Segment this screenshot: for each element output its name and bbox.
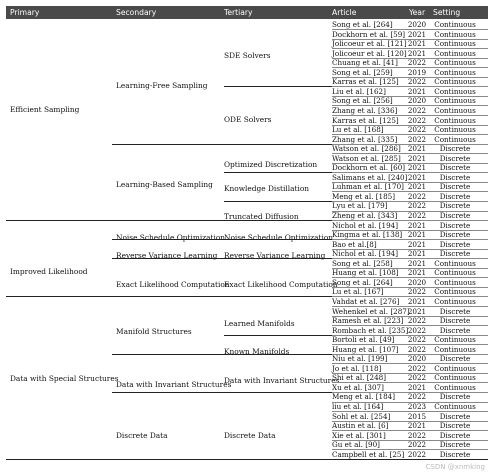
article-cell: Song et al. [264] <box>332 277 393 287</box>
year-cell: 2022 <box>407 287 427 297</box>
year-cell: 2023 <box>407 402 427 411</box>
year-cell: 2021 <box>407 230 427 240</box>
article-divider <box>332 201 488 202</box>
setting-cell: Continuous <box>434 96 476 106</box>
article-divider <box>332 258 488 259</box>
table-header <box>6 6 488 19</box>
article-divider <box>332 449 488 450</box>
setting-cell: Discrete <box>439 220 471 230</box>
year-cell: 2020 <box>407 277 427 287</box>
article-cell: Vahdat et al. [276] <box>332 296 400 306</box>
article-divider <box>332 402 488 403</box>
article-divider <box>332 172 488 173</box>
article-cell: Nichol et al. [194] <box>332 220 399 230</box>
secondary-learning-based: Learning-Based Sampling <box>116 180 213 189</box>
year-cell: 2020 <box>407 20 427 29</box>
article-cell: Jolicoeur et al. [121] <box>332 39 407 49</box>
setting-cell: Continuous <box>434 29 476 39</box>
article-cell: Huang et al. [107] <box>332 344 399 354</box>
year-cell: 2021 <box>407 163 427 173</box>
setting-cell: Continuous <box>434 20 476 29</box>
col-tertiary: Tertiary <box>224 8 253 17</box>
year-cell: 2021 <box>407 296 427 306</box>
article-divider <box>332 144 488 145</box>
article-divider <box>332 430 488 431</box>
year-cell: 2022 <box>407 211 427 220</box>
article-cell: Song et al. [256] <box>332 96 393 106</box>
article-divider <box>332 306 488 307</box>
col-year: Year <box>409 8 426 17</box>
secondary-invariant: Data with Invariant Structures <box>116 380 232 389</box>
setting-cell: Continuous <box>434 125 476 135</box>
col-secondary: Secondary <box>116 8 157 17</box>
col-article: Article <box>332 8 357 17</box>
tertiary-knowledge-distillation: Knowledge Distillation <box>224 184 310 193</box>
article-cell: Campbell et al. [25] <box>332 449 405 459</box>
article-divider <box>332 296 488 297</box>
year-cell: 2015 <box>407 411 427 421</box>
article-cell: Zhang et al. [336] <box>332 105 398 115</box>
article-cell: Chuang et al. [41] <box>332 58 398 68</box>
setting-cell: Continuous <box>434 277 476 287</box>
year-cell: 2021 <box>407 182 427 192</box>
setting-cell: Continuous <box>434 67 476 77</box>
article-cell: Bao et al.[8] <box>332 239 377 249</box>
setting-cell: Discrete <box>439 449 471 459</box>
article-divider <box>332 182 488 183</box>
article-cell: Meng et al. [184] <box>332 392 396 402</box>
year-cell: 2021 <box>407 48 427 58</box>
year-cell: 2021 <box>407 39 427 49</box>
article-divider <box>332 230 488 231</box>
tertiary-sde-solvers: SDE Solvers <box>224 51 271 60</box>
article-cell: Watson et al. [286] <box>332 144 401 154</box>
article-cell: Bortoli et al. [49] <box>332 335 395 345</box>
tertiary-optimized-discretization: Optimized Discretization <box>224 160 318 169</box>
setting-cell: Continuous <box>434 344 476 354</box>
setting-cell: Discrete <box>439 144 471 154</box>
primary-special-structures: Data with Special Structures <box>10 374 119 383</box>
setting-cell: Continuous <box>434 58 476 68</box>
year-cell: 2021 <box>407 239 427 249</box>
setting-cell: Continuous <box>434 134 476 144</box>
year-cell: 2022 <box>407 58 427 68</box>
setting-cell: Discrete <box>439 153 471 163</box>
year-cell: 2022 <box>407 449 427 459</box>
year-cell: 2022 <box>407 316 427 326</box>
year-cell: 2022 <box>407 430 427 440</box>
article-divider <box>332 344 488 345</box>
secondary-reverse-variance: Reverse Variance Learning <box>116 251 218 260</box>
setting-cell: Continuous <box>434 39 476 49</box>
article-divider <box>332 39 488 40</box>
setting-cell: Continuous <box>434 296 476 306</box>
year-cell: 2021 <box>407 144 427 154</box>
year-cell: 2021 <box>407 258 427 268</box>
year-cell: 2021 <box>407 421 427 431</box>
setting-cell: Discrete <box>439 163 471 173</box>
article-divider <box>332 29 488 30</box>
year-cell: 2021 <box>407 172 427 182</box>
article-cell: Dockhorn et al. [60] <box>332 163 406 173</box>
setting-cell: Continuous <box>434 363 476 373</box>
setting-cell: Continuous <box>434 382 476 392</box>
article-divider <box>332 316 488 317</box>
year-cell: 2020 <box>407 96 427 106</box>
article-divider <box>332 48 488 49</box>
article-divider <box>332 373 488 374</box>
primary-efficient-sampling: Efficient Sampling <box>10 105 80 114</box>
article-cell: Zheng et al. [343] <box>332 211 398 220</box>
article-cell: Xie et al. [301] <box>332 430 386 440</box>
article-cell: Rombach et al. [235] <box>332 325 409 335</box>
article-divider <box>332 58 488 59</box>
tertiary-reverse-variance: Reverse Variance Learning <box>224 251 326 260</box>
year-cell: 2021 <box>407 153 427 163</box>
article-cell: Lyu et al. [179] <box>332 201 388 211</box>
setting-cell: Discrete <box>439 172 471 182</box>
setting-cell: Continuous <box>434 77 476 87</box>
year-cell: 2022 <box>407 125 427 135</box>
article-cell: Lu et al. [167] <box>332 287 384 297</box>
year-cell: 2021 <box>407 220 427 230</box>
year-cell: 2021 <box>407 249 427 259</box>
setting-cell: Discrete <box>439 239 471 249</box>
setting-cell: Continuous <box>434 115 476 125</box>
year-cell: 2022 <box>407 77 427 87</box>
year-cell: 2022 <box>407 440 427 450</box>
tertiary-invariant: Data with Invariant Structures <box>224 376 340 385</box>
year-cell: 2021 <box>407 29 427 39</box>
article-divider <box>332 86 488 87</box>
article-cell: Liu et al. [162] <box>332 86 386 96</box>
article-divider <box>332 191 488 192</box>
col-primary: Primary <box>10 8 40 17</box>
col-setting: Setting <box>433 8 461 17</box>
setting-cell: Continuous <box>434 258 476 268</box>
setting-cell: Discrete <box>439 191 471 201</box>
article-cell: Zhang et al. [335] <box>332 134 398 144</box>
tertiary-known-manifolds: Known Manifolds <box>224 347 290 356</box>
article-cell: Gu et al. [90] <box>332 440 380 450</box>
article-cell: Xu et al. [307] <box>332 382 384 392</box>
year-cell: 2022 <box>407 373 427 383</box>
setting-cell: Discrete <box>439 430 471 440</box>
setting-cell: Discrete <box>439 392 471 402</box>
year-cell: 2022 <box>407 344 427 354</box>
year-cell: 2019 <box>407 67 427 77</box>
year-cell: 2022 <box>407 201 427 211</box>
article-cell: Luhman et al. [170] <box>332 182 404 192</box>
year-cell: 2021 <box>407 268 427 278</box>
article-cell: Karras et al. [125] <box>332 115 399 125</box>
setting-cell: Discrete <box>439 211 471 220</box>
article-divider <box>332 354 488 355</box>
article-cell: Salimans et al. [240] <box>332 172 408 182</box>
article-divider <box>332 220 488 221</box>
setting-cell: Discrete <box>439 421 471 431</box>
article-divider <box>332 335 488 336</box>
article-divider <box>332 363 488 364</box>
row-divider <box>6 459 488 460</box>
article-divider <box>332 67 488 68</box>
setting-cell: Continuous <box>434 48 476 58</box>
article-cell: Karras et al. [125] <box>332 77 399 87</box>
article-cell: Kingma et al. [138] <box>332 230 403 240</box>
article-cell: Jolicoeur et al. [120] <box>332 48 407 58</box>
setting-cell: Continuous <box>434 335 476 345</box>
article-divider <box>332 105 488 106</box>
tertiary-truncated-diffusion: Truncated Diffusion <box>224 212 299 221</box>
article-divider <box>332 421 488 422</box>
year-cell: 2020 <box>407 354 427 364</box>
article-divider <box>332 382 488 383</box>
setting-cell: Continuous <box>434 402 476 411</box>
setting-cell: Discrete <box>439 325 471 335</box>
setting-cell: Continuous <box>434 268 476 278</box>
setting-cell: Discrete <box>439 440 471 450</box>
year-cell: 2022 <box>407 335 427 345</box>
setting-cell: Discrete <box>439 201 471 211</box>
article-divider <box>332 125 488 126</box>
tertiary-exact-likelihood: Exact Likelihood Computation <box>224 280 338 289</box>
tertiary-noise-schedule: Noise Schedule Optimization <box>224 233 334 242</box>
secondary-exact-likelihood: Exact Likelihood Computation <box>116 280 230 289</box>
article-cell: Song et al. [258] <box>332 258 393 268</box>
article-divider <box>332 277 488 278</box>
year-cell: 2021 <box>407 306 427 316</box>
article-divider <box>332 249 488 250</box>
article-cell: Shi et al. [248] <box>332 373 387 383</box>
article-cell: Jo et al. [118] <box>332 363 382 373</box>
article-cell: Dockhorn et al. [59] <box>332 29 406 39</box>
article-cell: Song et al. [264] <box>332 20 393 29</box>
article-cell: Sohl et al. [254] <box>332 411 391 421</box>
secondary-discrete: Discrete Data <box>116 431 168 440</box>
article-divider <box>332 153 488 154</box>
year-cell: 2021 <box>407 86 427 96</box>
article-divider <box>332 134 488 135</box>
article-cell: Huang et al. [108] <box>332 268 399 278</box>
article-cell: Lu et al. [168] <box>332 125 384 135</box>
article-divider <box>332 411 488 412</box>
setting-cell: Discrete <box>439 230 471 240</box>
setting-cell: Discrete <box>439 411 471 421</box>
article-divider <box>332 287 488 288</box>
year-cell: 2022 <box>407 134 427 144</box>
article-cell: Austin et al. [6] <box>332 421 389 431</box>
article-divider <box>332 96 488 97</box>
year-cell: 2022 <box>407 115 427 125</box>
setting-cell: Continuous <box>434 105 476 115</box>
article-cell: Nichol et al. [194] <box>332 249 399 259</box>
tertiary-discrete: Discrete Data <box>224 431 276 440</box>
article-divider <box>332 163 488 164</box>
watermark: CSDN @xnmking <box>425 463 485 471</box>
secondary-learning-free: Learning-Free Sampling <box>116 81 208 90</box>
article-divider <box>332 115 488 116</box>
secondary-noise-schedule: Noise Schedule Optimization <box>116 233 226 242</box>
article-divider <box>332 268 488 269</box>
setting-cell: Discrete <box>439 249 471 259</box>
article-cell: Niu et al. [199] <box>332 354 388 364</box>
article-divider <box>332 211 488 212</box>
article-divider <box>332 392 488 393</box>
article-cell: Ramesh et al. [223] <box>332 316 404 326</box>
setting-cell: Continuous <box>434 373 476 383</box>
article-divider <box>332 77 488 78</box>
primary-improved-likelihood: Improved Likelihood <box>10 267 88 276</box>
year-cell: 2022 <box>407 191 427 201</box>
article-cell: Song et al. [259] <box>332 67 393 77</box>
setting-cell: Continuous <box>434 86 476 96</box>
setting-cell: Discrete <box>439 354 471 364</box>
year-cell: 2022 <box>407 392 427 402</box>
article-cell: Wehenkel et al. [287] <box>332 306 410 316</box>
article-divider <box>332 239 488 240</box>
article-divider <box>332 325 488 326</box>
year-cell: 2021 <box>407 382 427 392</box>
setting-cell: Continuous <box>434 287 476 297</box>
article-cell: Meng et al. [185] <box>332 191 396 201</box>
year-cell: 2022 <box>407 325 427 335</box>
setting-cell: Discrete <box>439 306 471 316</box>
setting-cell: Discrete <box>439 182 471 192</box>
setting-cell: Discrete <box>439 316 471 326</box>
year-cell: 2022 <box>407 363 427 373</box>
article-cell: Watson et al. [285] <box>332 153 401 163</box>
secondary-manifold: Manifold Structures <box>116 327 192 336</box>
year-cell: 2022 <box>407 105 427 115</box>
article-cell: liu et al. [164] <box>332 402 384 411</box>
tertiary-ode-solvers: ODE Solvers <box>224 115 272 124</box>
article-divider <box>332 440 488 441</box>
tertiary-learned-manifolds: Learned Manifolds <box>224 319 295 328</box>
